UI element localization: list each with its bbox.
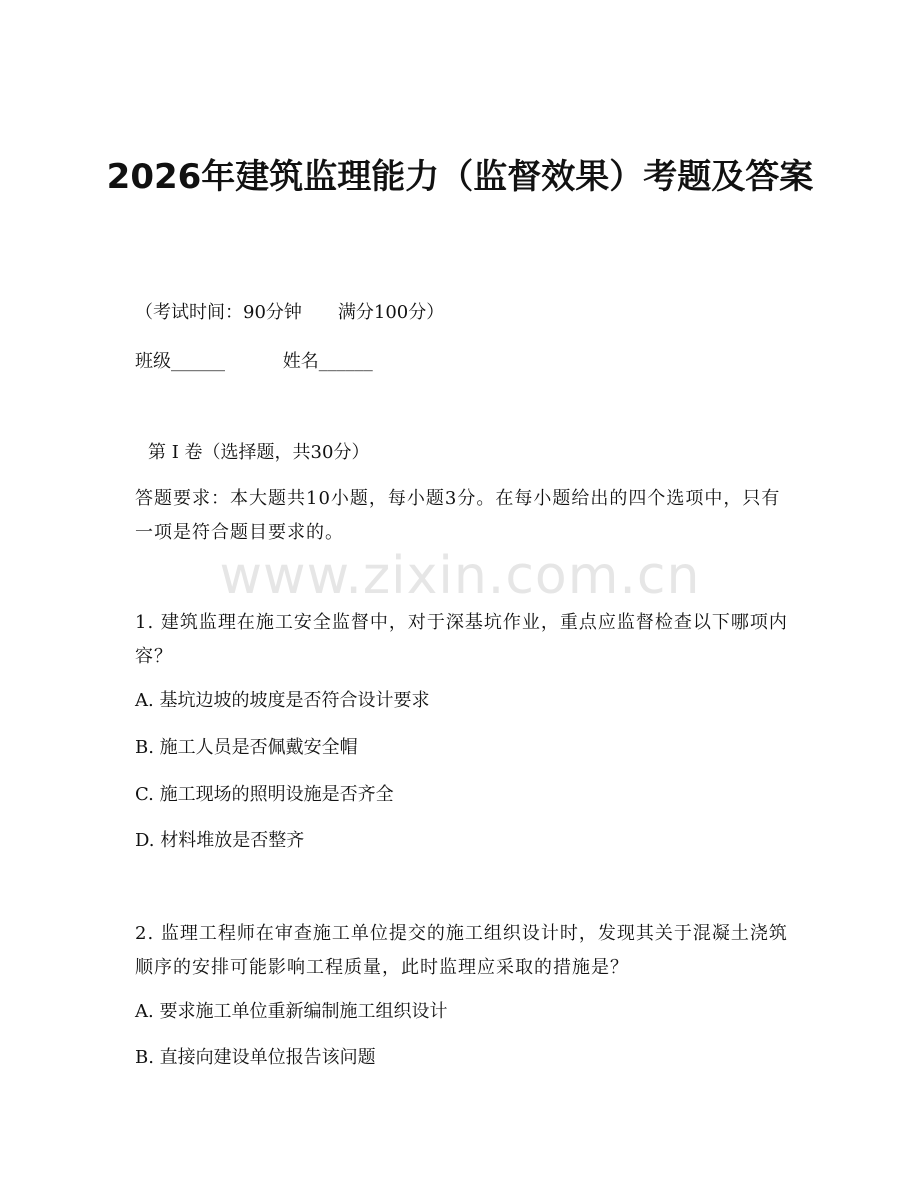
section-header: 第 I 卷（选择题，共30分） — [148, 442, 370, 463]
question-option: A. 要求施工单位重新编制施工组织设计 — [135, 1001, 448, 1022]
instructions: 答题要求：本大题共10小题，每小题3分。在每小题给出的四个选项中，只有一项是符合题目要求的。 — [135, 488, 781, 543]
question-option: D. 材料堆放是否整齐 — [135, 830, 305, 851]
exam-info: （考试时间：90分钟 满分100分） — [135, 302, 445, 323]
name-field: 姓名______ — [282, 351, 373, 372]
class-field: 班级______ — [135, 351, 225, 372]
question-stem: 2. 监理工程师在审查施工单位提交的施工组织设计时，发现其关于混凝土浇筑顺序的安排可能影响工程质量，此时监理应采取的措施是？ — [135, 923, 788, 978]
question-option: B. 施工人员是否佩戴安全帽 — [135, 737, 358, 758]
question-option: B. 直接向建设单位报告该问题 — [135, 1047, 376, 1068]
question-option: C. 施工现场的照明设施是否齐全 — [135, 784, 394, 805]
question-option: A. 基坑边坡的坡度是否符合设计要求 — [135, 690, 430, 711]
student-info-row — [135, 345, 790, 379]
watermark: www.zixin.com.cn — [219, 546, 701, 606]
document-title: 2026年建筑监理能力（监督效果）考题及答案 — [106, 157, 814, 197]
question-stem: 1. 建筑监理在施工安全监督中，对于深基坑作业，重点应监督检查以下哪项内容？ — [135, 612, 788, 667]
